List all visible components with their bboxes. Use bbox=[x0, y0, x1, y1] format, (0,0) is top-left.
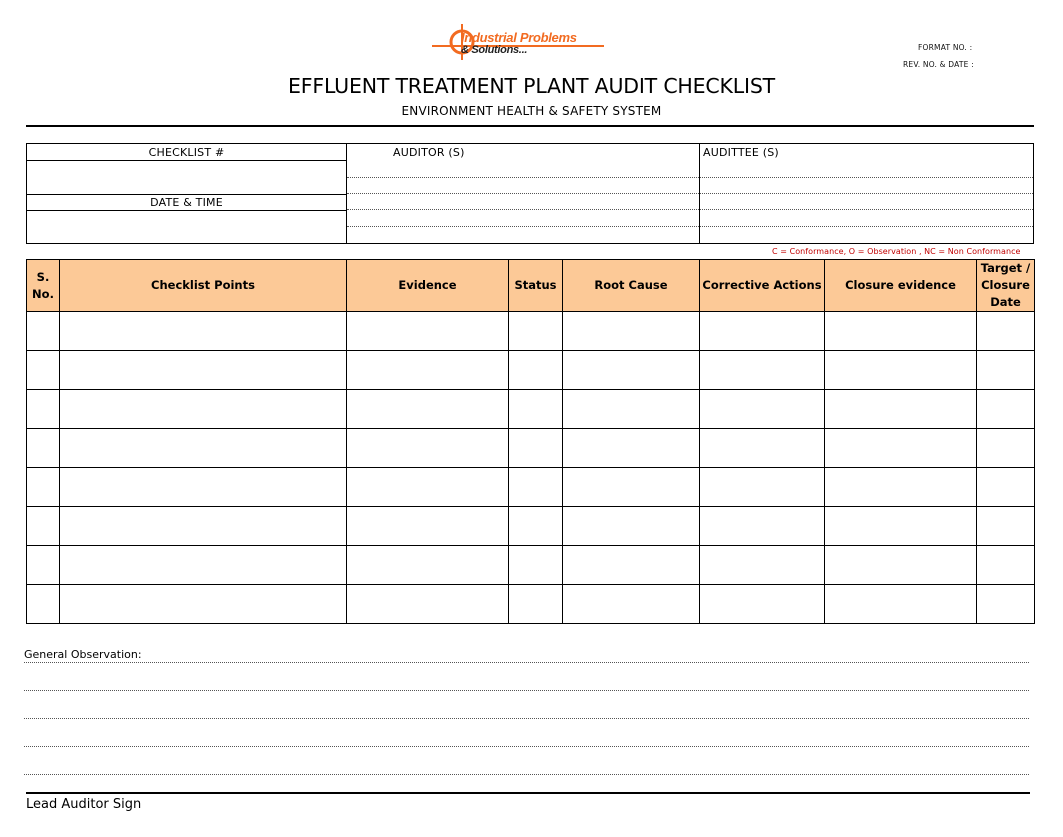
checklist-point-cell[interactable] bbox=[60, 312, 347, 351]
corrective-action-cell[interactable] bbox=[700, 312, 825, 351]
status-cell[interactable] bbox=[509, 546, 563, 585]
status-cell[interactable] bbox=[509, 390, 563, 429]
auditee-entry-line[interactable] bbox=[700, 226, 1033, 227]
table-row bbox=[27, 507, 1035, 546]
observation-line[interactable] bbox=[24, 746, 1029, 747]
serial-no-cell[interactable] bbox=[27, 546, 60, 585]
top-divider bbox=[26, 125, 1034, 127]
status-cell[interactable] bbox=[509, 429, 563, 468]
col-root-cause: Root Cause bbox=[563, 260, 700, 312]
closure-evidence-cell[interactable] bbox=[825, 468, 977, 507]
status-legend: C = Conformance, O = Observation , NC = Non Conformance bbox=[772, 247, 1021, 256]
evidence-cell[interactable] bbox=[347, 546, 509, 585]
evidence-cell[interactable] bbox=[347, 312, 509, 351]
corrective-action-cell[interactable] bbox=[700, 546, 825, 585]
target-closure-date-cell[interactable] bbox=[977, 351, 1035, 390]
root-cause-cell[interactable] bbox=[563, 585, 700, 624]
checklist-point-cell[interactable] bbox=[60, 468, 347, 507]
auditor-label: AUDITOR (S) bbox=[393, 146, 465, 159]
col-status: Status bbox=[509, 260, 563, 312]
col-checklist-points: Checklist Points bbox=[60, 260, 347, 312]
col-serial-no: S. No. bbox=[27, 260, 60, 312]
auditor-entry-line[interactable] bbox=[347, 177, 699, 178]
target-closure-date-cell[interactable] bbox=[977, 429, 1035, 468]
status-cell[interactable] bbox=[509, 312, 563, 351]
status-cell[interactable] bbox=[509, 351, 563, 390]
date-time-field[interactable] bbox=[27, 211, 346, 243]
general-observation-label: General Observation: bbox=[24, 648, 142, 661]
info-rule bbox=[27, 194, 346, 195]
table-row bbox=[27, 468, 1035, 507]
target-closure-date-cell[interactable] bbox=[977, 390, 1035, 429]
auditee-entry-line[interactable] bbox=[700, 209, 1033, 210]
closure-evidence-cell[interactable] bbox=[825, 312, 977, 351]
serial-no-cell[interactable] bbox=[27, 468, 60, 507]
auditee-label: AUDITTEE (S) bbox=[703, 146, 779, 159]
evidence-cell[interactable] bbox=[347, 390, 509, 429]
root-cause-cell[interactable] bbox=[563, 507, 700, 546]
page-title: EFFLUENT TREATMENT PLANT AUDIT CHECKLIST bbox=[288, 74, 775, 98]
evidence-cell[interactable] bbox=[347, 429, 509, 468]
auditee-entry-line[interactable] bbox=[700, 177, 1033, 178]
checklist-point-cell[interactable] bbox=[60, 390, 347, 429]
evidence-cell[interactable] bbox=[347, 351, 509, 390]
auditor-entry-line[interactable] bbox=[347, 209, 699, 210]
col-closure-evidence: Closure evidence bbox=[825, 260, 977, 312]
logo-wordmark bbox=[461, 32, 577, 56]
closure-evidence-cell[interactable] bbox=[825, 351, 977, 390]
table-row bbox=[27, 546, 1035, 585]
table-row bbox=[27, 429, 1035, 468]
auditee-entry-line[interactable] bbox=[700, 193, 1033, 194]
status-cell[interactable] bbox=[509, 585, 563, 624]
target-closure-date-cell[interactable] bbox=[977, 546, 1035, 585]
root-cause-cell[interactable] bbox=[563, 429, 700, 468]
table-row bbox=[27, 390, 1035, 429]
page-subtitle: ENVIRONMENT HEALTH & SAFETY SYSTEM bbox=[401, 104, 662, 118]
corrective-action-cell[interactable] bbox=[700, 468, 825, 507]
serial-no-cell[interactable] bbox=[27, 312, 60, 351]
checklist-point-cell[interactable] bbox=[60, 546, 347, 585]
serial-no-cell[interactable] bbox=[27, 585, 60, 624]
corrective-action-cell[interactable] bbox=[700, 585, 825, 624]
col-corrective-actions: Corrective Actions bbox=[700, 260, 825, 312]
closure-evidence-cell[interactable] bbox=[825, 585, 977, 624]
audit-checklist-table bbox=[26, 259, 1035, 624]
closure-evidence-cell[interactable] bbox=[825, 546, 977, 585]
target-closure-date-cell[interactable] bbox=[977, 585, 1035, 624]
logo-line-2: & Solutions... bbox=[461, 44, 528, 56]
table-header-row bbox=[27, 260, 1035, 312]
observation-line[interactable] bbox=[24, 662, 1029, 663]
rev-no-label: REV. NO. & DATE : bbox=[903, 60, 974, 69]
closure-evidence-cell[interactable] bbox=[825, 507, 977, 546]
bottom-divider bbox=[26, 792, 1030, 794]
table-row bbox=[27, 351, 1035, 390]
checklist-number-label: CHECKLIST # bbox=[148, 146, 225, 159]
target-closure-date-cell[interactable] bbox=[977, 507, 1035, 546]
corrective-action-cell[interactable] bbox=[700, 390, 825, 429]
col-evidence: Evidence bbox=[347, 260, 509, 312]
checklist-point-cell[interactable] bbox=[60, 429, 347, 468]
date-time-label: DATE & TIME bbox=[150, 196, 223, 209]
observation-line[interactable] bbox=[24, 718, 1029, 719]
corrective-action-cell[interactable] bbox=[700, 507, 825, 546]
checklist-point-cell[interactable] bbox=[60, 507, 347, 546]
root-cause-cell[interactable] bbox=[563, 351, 700, 390]
observation-line[interactable] bbox=[24, 690, 1029, 691]
checklist-number-field[interactable] bbox=[27, 161, 346, 194]
table-row bbox=[27, 585, 1035, 624]
format-no-label: FORMAT NO. : bbox=[918, 43, 973, 52]
closure-evidence-cell[interactable] bbox=[825, 390, 977, 429]
lead-auditor-sign-label: Lead Auditor Sign bbox=[26, 797, 142, 812]
table-row bbox=[27, 312, 1035, 351]
serial-no-cell[interactable] bbox=[27, 390, 60, 429]
audit-info-grid bbox=[26, 143, 1034, 244]
evidence-cell[interactable] bbox=[347, 585, 509, 624]
corrective-action-cell[interactable] bbox=[700, 351, 825, 390]
checklist-point-cell[interactable] bbox=[60, 351, 347, 390]
evidence-cell[interactable] bbox=[347, 507, 509, 546]
logo-line-1: Industrial Problems bbox=[461, 30, 577, 45]
serial-no-cell[interactable] bbox=[27, 351, 60, 390]
target-closure-date-cell[interactable] bbox=[977, 312, 1035, 351]
root-cause-cell[interactable] bbox=[563, 390, 700, 429]
root-cause-cell[interactable] bbox=[563, 312, 700, 351]
observation-line[interactable] bbox=[24, 774, 1029, 775]
auditor-entry-line[interactable] bbox=[347, 226, 699, 227]
col-target-closure-date: Target / Closure Date bbox=[977, 260, 1035, 312]
root-cause-cell[interactable] bbox=[563, 546, 700, 585]
closure-evidence-cell[interactable] bbox=[825, 429, 977, 468]
checklist-point-cell[interactable] bbox=[60, 585, 347, 624]
serial-no-cell[interactable] bbox=[27, 429, 60, 468]
auditor-entry-line[interactable] bbox=[347, 193, 699, 194]
status-cell[interactable] bbox=[509, 507, 563, 546]
serial-no-cell[interactable] bbox=[27, 507, 60, 546]
evidence-cell[interactable] bbox=[347, 468, 509, 507]
root-cause-cell[interactable] bbox=[563, 468, 700, 507]
corrective-action-cell[interactable] bbox=[700, 429, 825, 468]
status-cell[interactable] bbox=[509, 468, 563, 507]
target-closure-date-cell[interactable] bbox=[977, 468, 1035, 507]
